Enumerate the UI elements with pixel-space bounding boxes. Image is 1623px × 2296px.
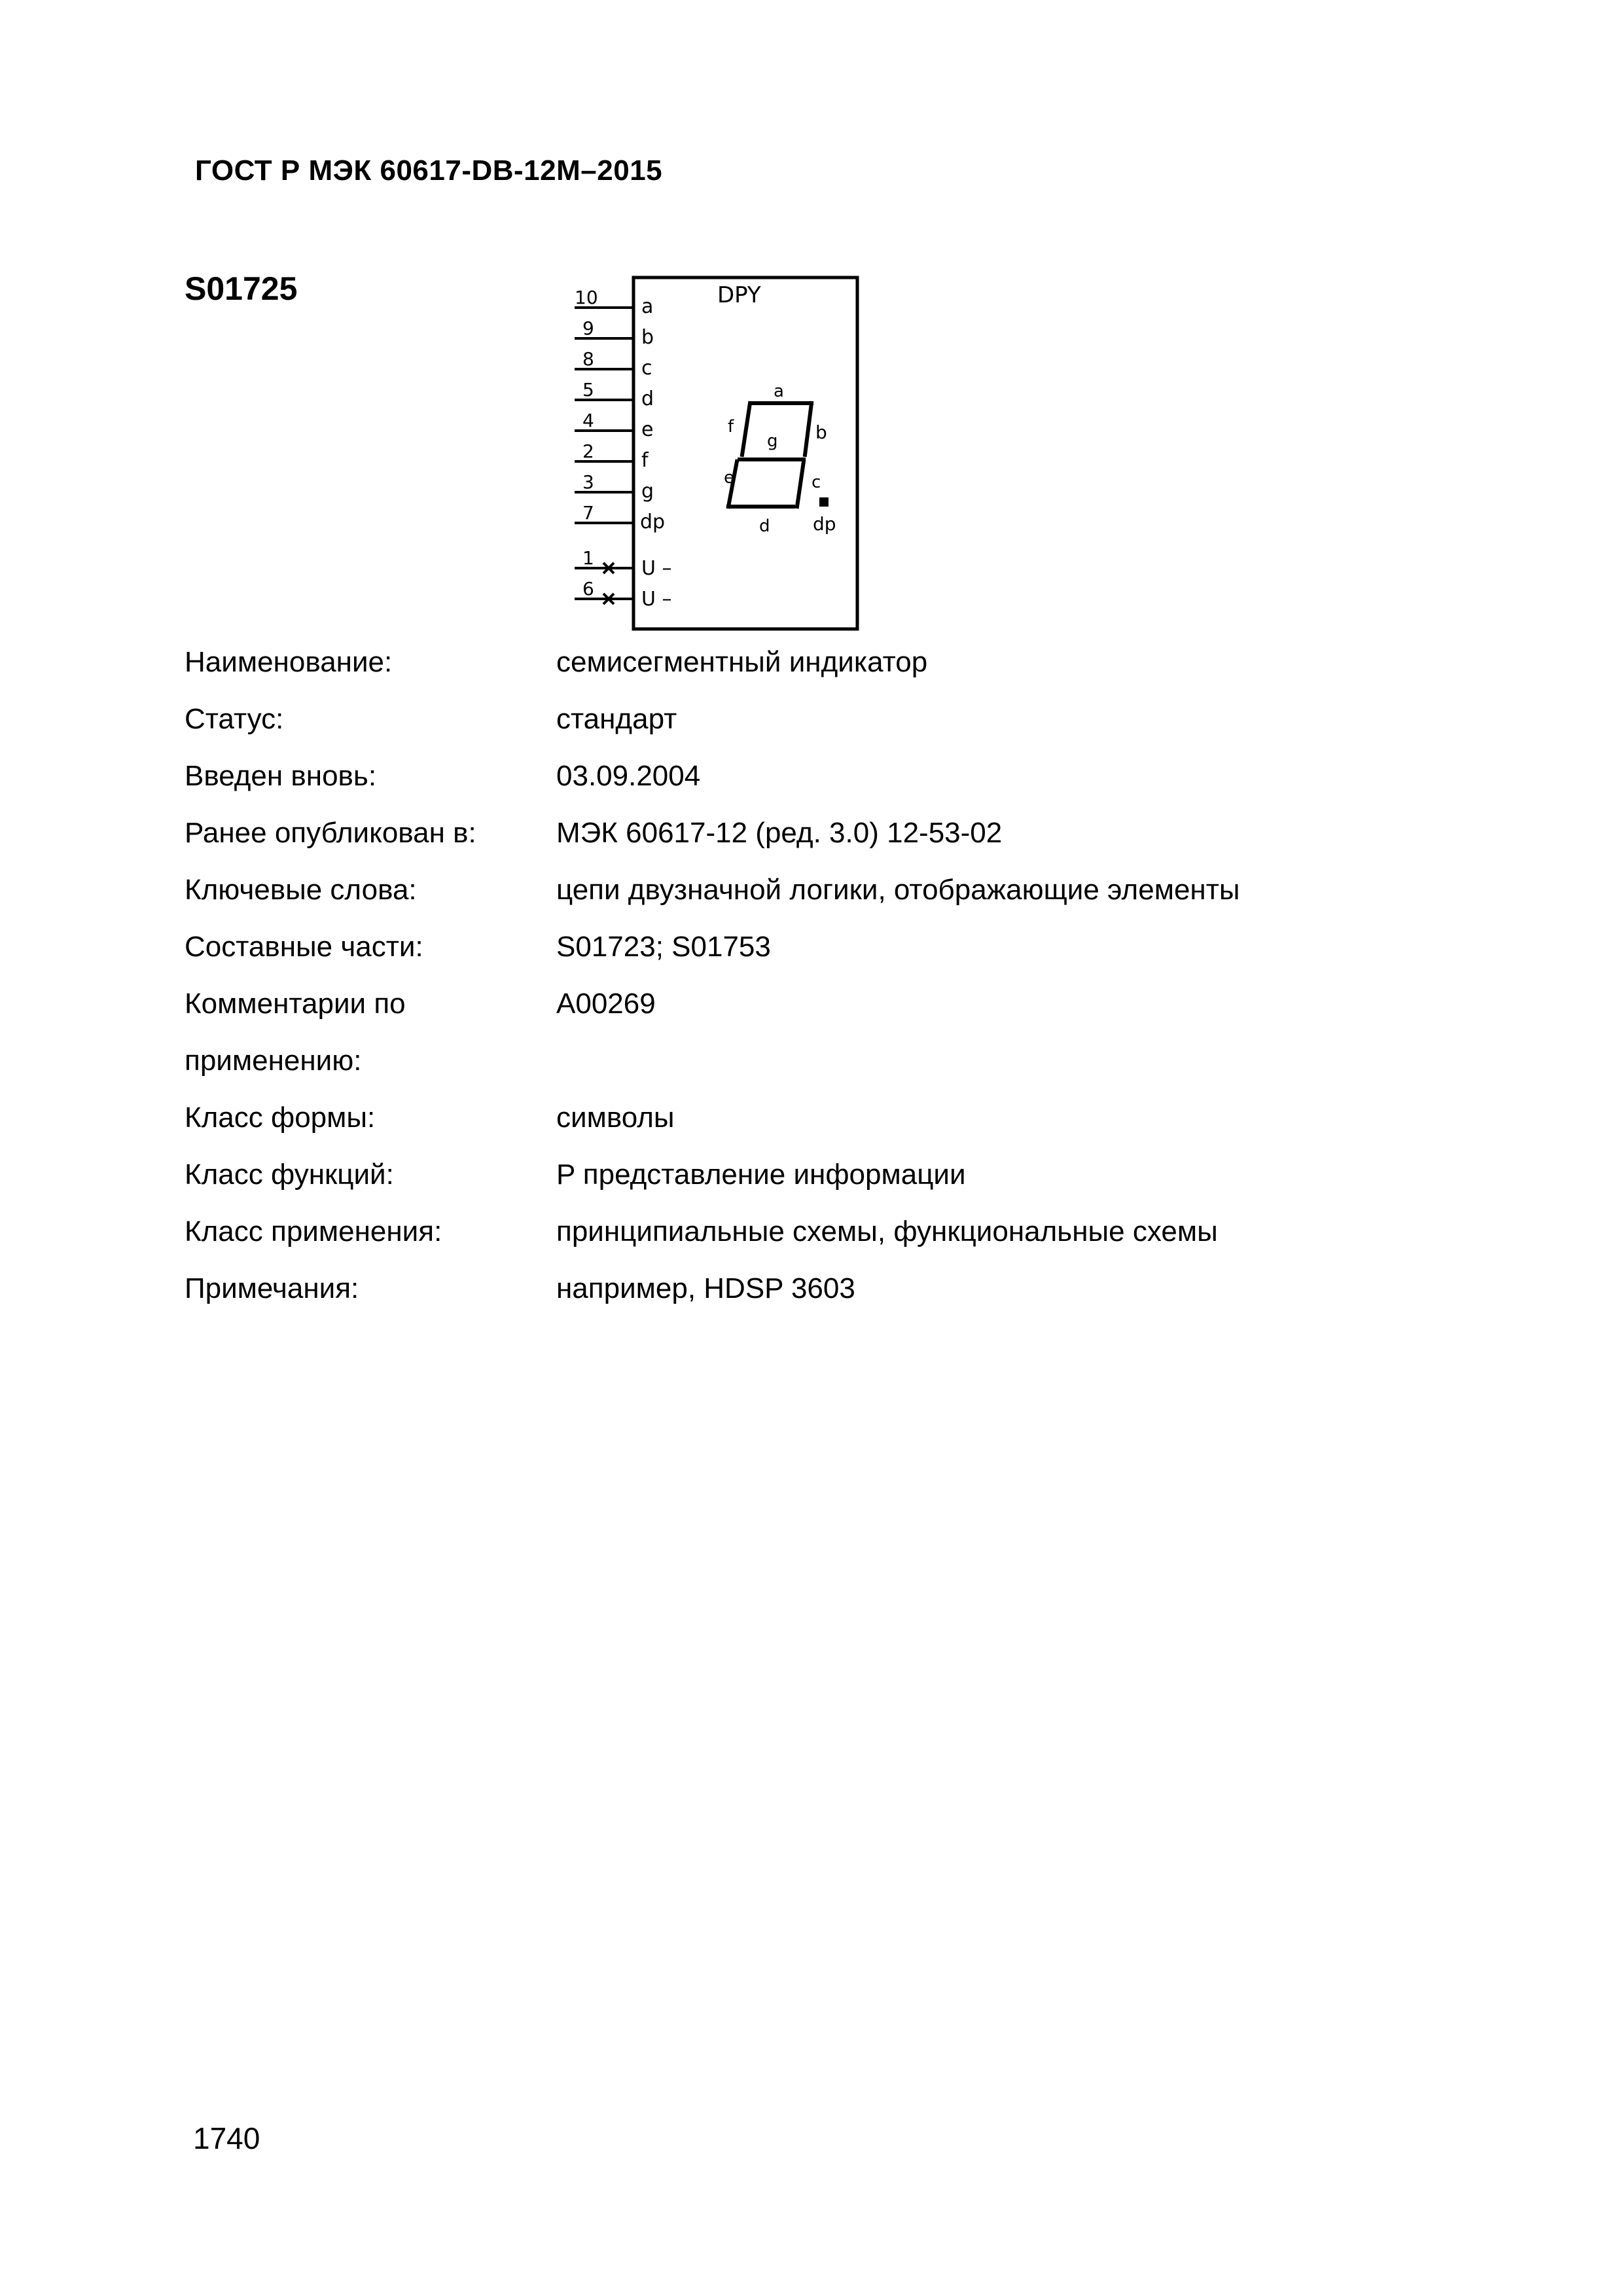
property-value: S01723; S01753 bbox=[556, 931, 771, 963]
property-row bbox=[185, 1089, 1493, 1146]
input-pin bbox=[575, 348, 652, 380]
input-pin bbox=[575, 440, 649, 472]
pin-number: 2 bbox=[582, 440, 594, 462]
pin-number: 5 bbox=[582, 379, 594, 401]
element-title: DPY bbox=[717, 282, 761, 308]
pin-label: U – bbox=[641, 557, 672, 580]
property-row bbox=[185, 691, 1493, 747]
property-value: МЭК 60617-12 (ред. 3.0) 12-53-02 bbox=[556, 817, 1003, 849]
pin-label: d bbox=[641, 387, 654, 410]
pin-label: U – bbox=[641, 588, 672, 611]
property-label: Класс формы: bbox=[185, 1102, 376, 1134]
segment-f bbox=[742, 403, 750, 455]
property-label: Комментарии по bbox=[185, 988, 406, 1020]
segment-b bbox=[805, 403, 812, 455]
supply-pins bbox=[575, 547, 672, 611]
property-row bbox=[185, 1260, 1493, 1317]
pin-label: g bbox=[641, 480, 654, 503]
property-row bbox=[185, 804, 1493, 861]
property-label: Класс функций: bbox=[185, 1158, 394, 1191]
input-pin bbox=[575, 471, 654, 503]
seven-segment-digit bbox=[728, 403, 812, 507]
seven-segment-display-symbol bbox=[563, 275, 864, 635]
segment-label-d: d bbox=[759, 516, 770, 536]
property-value: символы bbox=[556, 1102, 675, 1134]
property-label: Класс применения: bbox=[185, 1215, 442, 1247]
pin-number: 8 bbox=[582, 348, 594, 370]
property-label: Составные части: bbox=[185, 931, 423, 963]
segment-dp bbox=[819, 497, 829, 507]
page-number: 1740 bbox=[193, 2121, 260, 2155]
pin-label: dp bbox=[640, 511, 666, 533]
segment-label-e: e bbox=[724, 468, 734, 488]
property-value: P представление информации bbox=[556, 1158, 966, 1191]
property-value: A00269 bbox=[556, 988, 656, 1020]
supply-pin bbox=[575, 578, 672, 611]
property-row bbox=[185, 975, 1493, 1032]
property-row bbox=[185, 861, 1493, 918]
property-row bbox=[185, 747, 1493, 804]
input-pin bbox=[575, 379, 654, 410]
segment-label-c: c bbox=[812, 473, 821, 492]
property-label: применению: bbox=[185, 1045, 362, 1077]
pin-label: a bbox=[641, 295, 654, 318]
input-pin bbox=[575, 410, 653, 441]
pin-number: 6 bbox=[582, 578, 594, 600]
property-row bbox=[185, 1146, 1493, 1203]
pin-label: c bbox=[641, 357, 652, 380]
property-row bbox=[185, 634, 1493, 691]
property-value bbox=[556, 1032, 1493, 1089]
property-label: Примечания: bbox=[185, 1272, 359, 1304]
segment-label-b: b bbox=[815, 422, 827, 443]
segment-label-g: g bbox=[767, 431, 778, 451]
property-label: Статус: bbox=[185, 703, 284, 735]
property-value: например, HDSP 3603 bbox=[556, 1272, 855, 1304]
supply-pin bbox=[575, 547, 672, 580]
property-value: стандарт bbox=[556, 703, 677, 735]
input-pin bbox=[575, 502, 665, 533]
property-label: Введен вновь: bbox=[185, 760, 377, 792]
pin-number: 3 bbox=[582, 471, 594, 493]
property-value: 03.09.2004 bbox=[556, 760, 701, 792]
segment-label-a: a bbox=[774, 382, 784, 401]
pin-number: 4 bbox=[582, 410, 594, 431]
symbol-drawing bbox=[563, 275, 864, 635]
property-value: принципиальные схемы, функциональные схемы bbox=[556, 1215, 1218, 1247]
input-pin bbox=[575, 287, 653, 318]
pin-number: 7 bbox=[582, 502, 594, 524]
property-value: цепи двузначной логики, отображающие элементы bbox=[556, 874, 1240, 906]
property-label: Ранее опубликован в: bbox=[185, 817, 476, 849]
pin-label: b bbox=[641, 326, 654, 349]
symbol-properties-table bbox=[185, 634, 1493, 1317]
pin-label: f bbox=[641, 449, 649, 472]
segment-c bbox=[797, 461, 804, 507]
property-label: Наименование: bbox=[185, 646, 393, 678]
property-row bbox=[185, 1203, 1493, 1260]
property-row bbox=[185, 918, 1493, 975]
pin-number: 10 bbox=[575, 287, 598, 308]
document-standard-header: ГОСТ Р МЭК 60617-DB-12M–2015 bbox=[195, 154, 663, 187]
property-row bbox=[185, 1032, 1493, 1089]
pin-label: e bbox=[641, 418, 654, 441]
symbol-code: S01725 bbox=[185, 270, 298, 307]
property-value: семисегментный индикатор bbox=[556, 646, 928, 678]
pin-number: 9 bbox=[582, 317, 594, 339]
segment-label-f: f bbox=[728, 417, 734, 437]
input-pin bbox=[575, 317, 654, 349]
segment-label-dp: dp bbox=[813, 513, 836, 535]
property-label: Ключевые слова: bbox=[185, 874, 417, 906]
pin-number: 1 bbox=[582, 547, 594, 569]
input-pins bbox=[575, 287, 665, 533]
